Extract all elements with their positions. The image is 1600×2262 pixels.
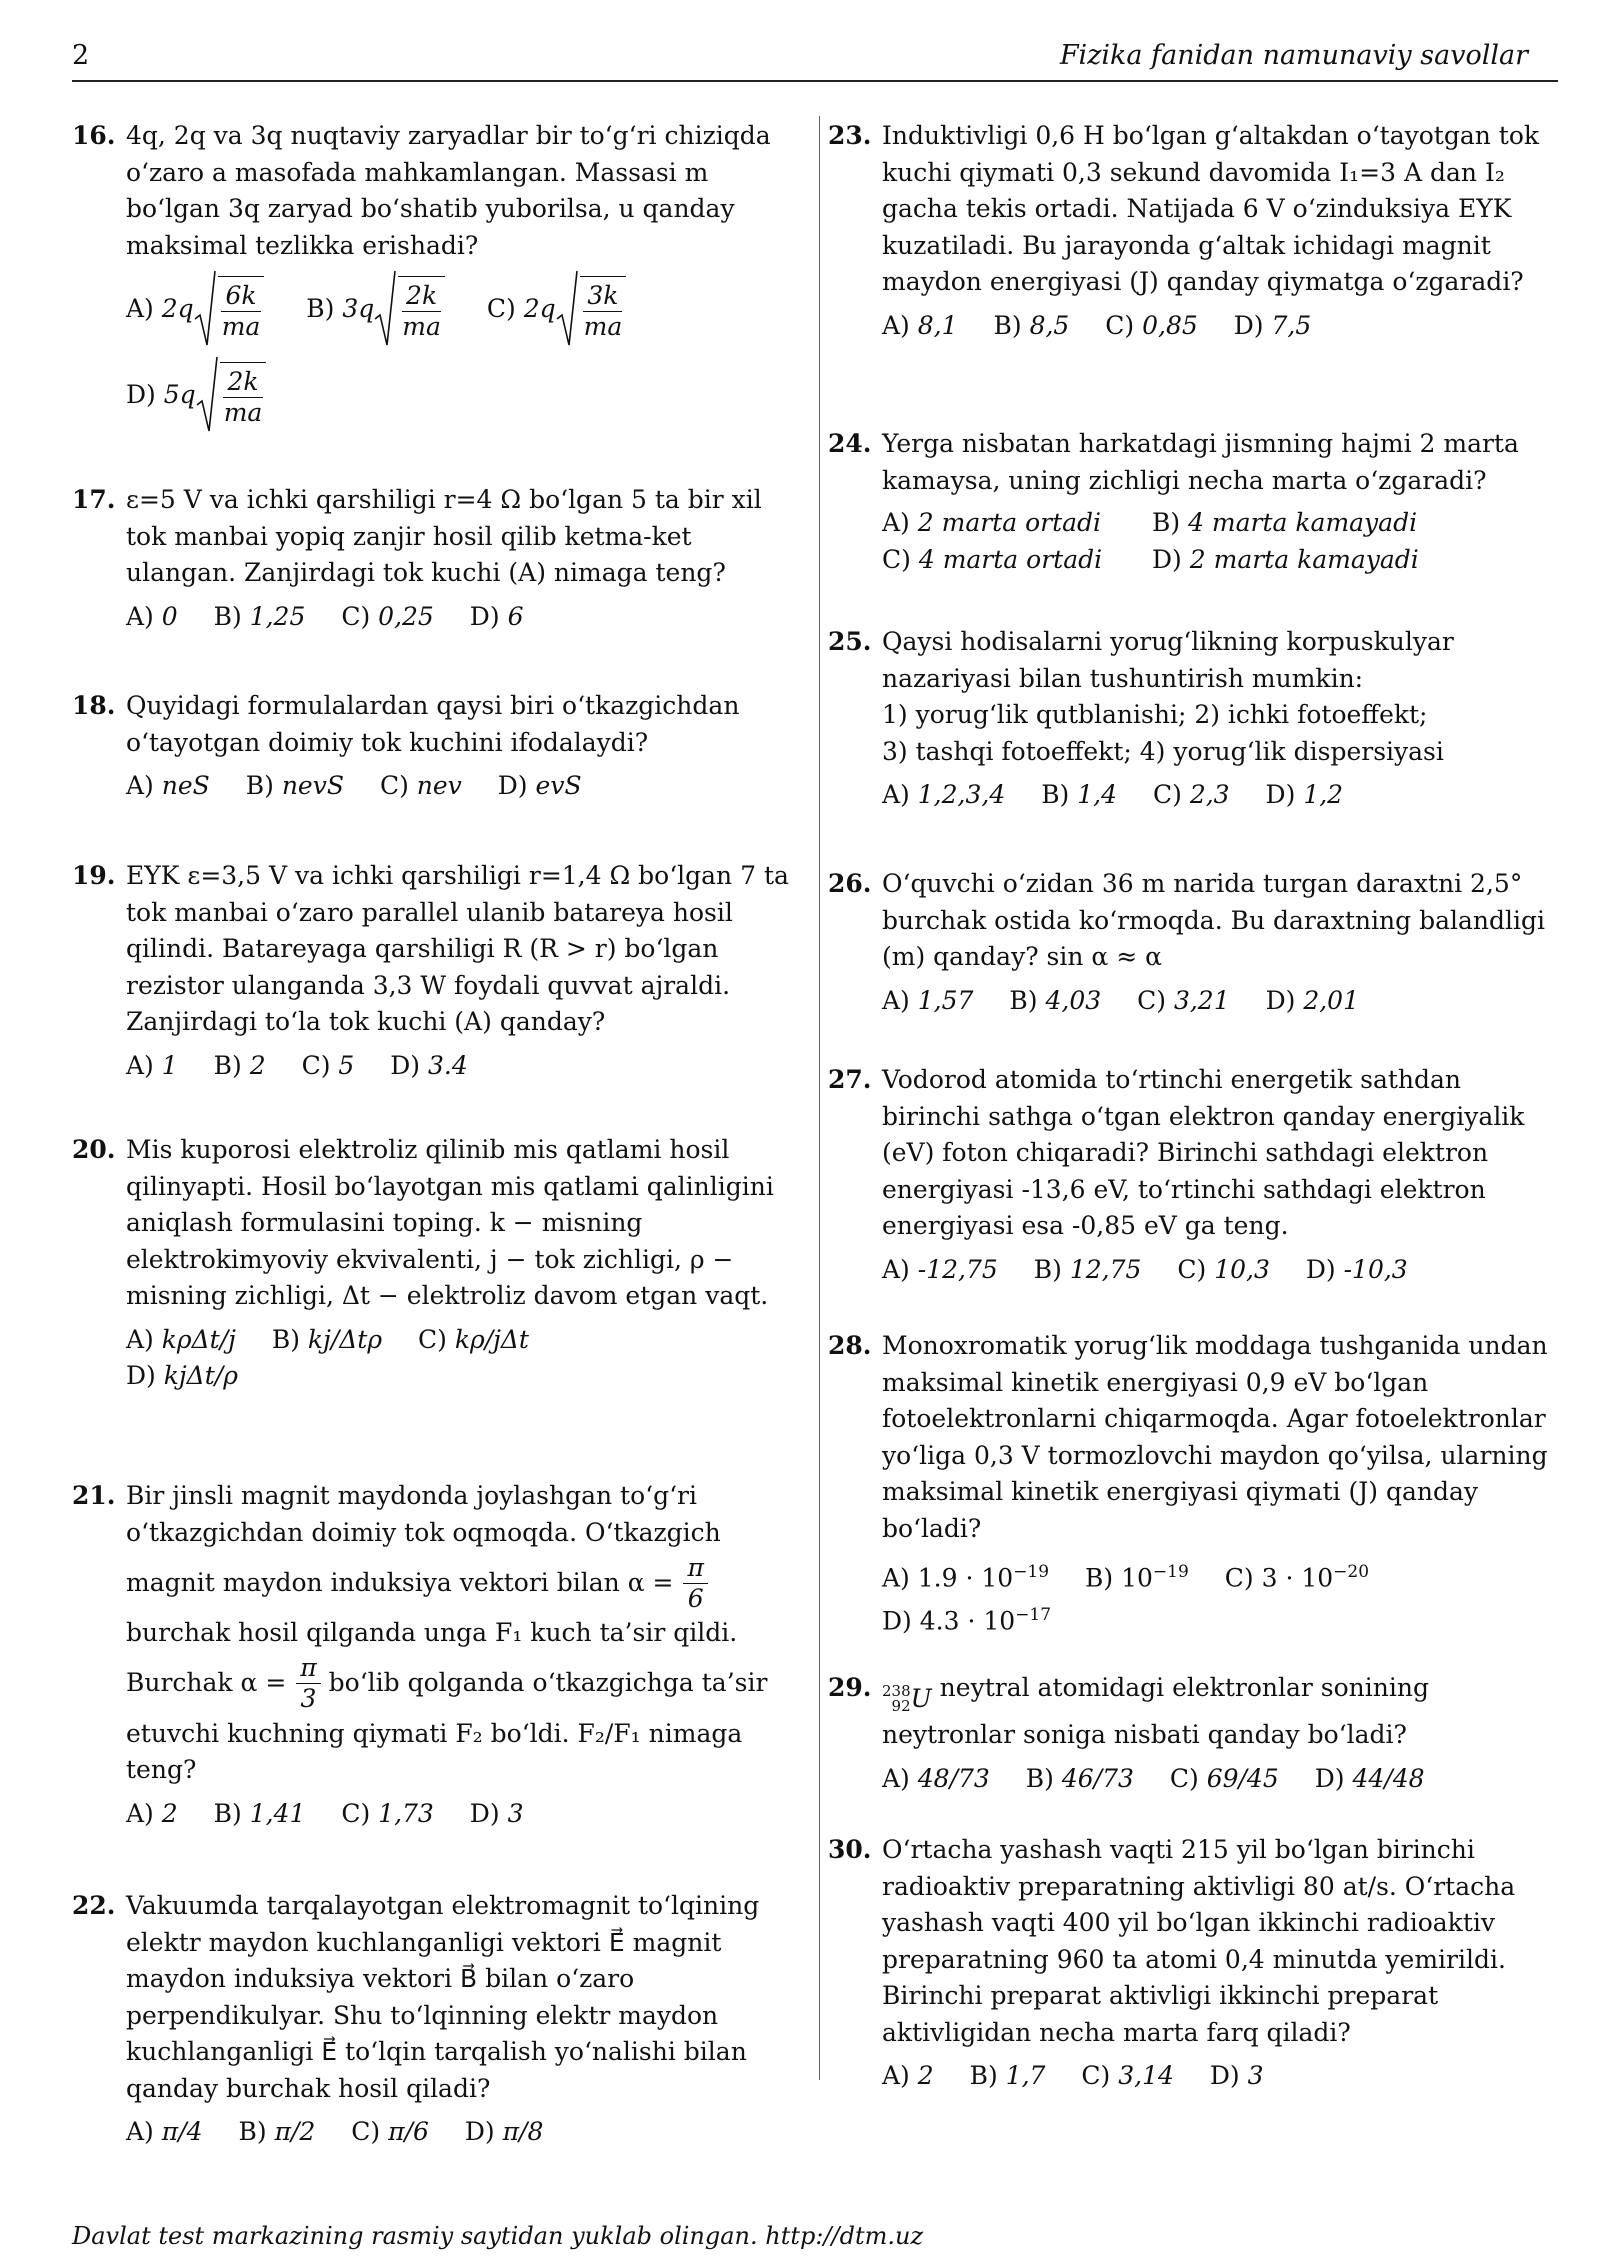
option-c[interactable]: C) 0,25 [341,601,434,631]
question-number: 25. [828,627,872,656]
answer-options [126,266,792,438]
option-a[interactable]: A) $1.9 \cdot 10^{-19}$ [882,1562,1050,1593]
question-number: 17. [72,485,116,514]
option-a[interactable]: A) π/4 [126,2117,203,2146]
option-a[interactable]: A) 1,57 [882,985,974,1015]
option-d[interactable]: D) 2 marta kamayadi [1152,544,1419,574]
question-30 [828,1832,1548,2095]
option-c[interactable]: C) 2,3 [1152,780,1230,809]
option-c[interactable]: C) π/6 [351,2117,429,2146]
question-text: ε=5 V va ichki qarshiligi r=4 Ω bo‘lgan 5 ta bir xil tok manbai yopiq zanjir hosil qilib ketma-ket ulangan. Zanjirdagi tok kuchi (A) nimaga teng? [126,485,762,587]
option-a[interactable]: A) neS [126,771,210,800]
option-c[interactable]: C) $3 \cdot 10^{-20}$ [1224,1562,1370,1593]
question-text: O‘quvchi o‘zidan 36 m narida turgan daraxtni 2,5° burchak ostida ko‘rmoqda. Bu daraxtning balandligi (m) qanday? sin α ≈ α [882,869,1545,971]
option-a[interactable]: A) 2 marta ortadi [882,508,1102,537]
page-number: 2 [72,40,90,71]
option-c[interactable]: C) nev [379,771,462,800]
option-b[interactable]: B) $10^{-19}$ [1085,1562,1189,1593]
sqrt-sign [374,269,445,349]
question-number: 20. [72,1135,116,1164]
option-d[interactable]: D) π/8 [464,2117,544,2146]
question-19 [72,858,792,1084]
option-d[interactable]: D) 3 [469,1798,524,1828]
answer-options [126,599,792,636]
question-text: Vodorod atomida to‘rtinchi energetik sathdan birinchi sathga o‘tgan elektron qanday energiyalik (eV) foton chiqaradi? Birinchi sathdagi elektron energiyasi -13,6 eV, to‘rtinchi sathdagi elektron energiyasi esa -0,85 eV ga teng. [882,1065,1525,1240]
option-d[interactable]: D) 5q $\frac{2k}{ma}$ [126,352,266,438]
question-text: 4q, 2q va 3q nuqtaviy zaryadlar bir to‘g‘ri chiziqda o‘zaro a masofada mahkamlangan. Massasi m bo‘lgan 3q zaryad bo‘shatib yuborilsa, u qanday maksimal tezlikka erishadi? [126,121,771,260]
option-a[interactable]: A) 48/73 [882,1763,990,1793]
option-d[interactable]: D) 7,5 [1233,310,1312,340]
question-29 [828,1670,1548,1797]
question-text: Bir jinsli magnit maydonda joylashgan to‘g‘ri o‘tkazgichdan doimiy tok oqmoqda. O‘tkazgich magnit maydon induksiya vektori bilan α = $\frac{\pi}{6}$ burchak hosil qilganda unga F₁ kuch ta’sir qildi. Burchak α = $\frac{\pi}{3}$ bo‘lib qolganda o‘tkazgichga ta’sir etuvchi kuchning qiymati F₂ bo‘ldi. F₂/F₁ nimaga teng? [126,1481,768,1784]
answer-options [882,2058,1548,2095]
question-18 [72,688,792,805]
answer-options [126,768,792,805]
sqrt-sign [556,269,627,349]
answer-options [126,1048,792,1085]
option-b[interactable]: B) 4,03 [1009,985,1102,1015]
question-text: Mis kuporosi elektroliz qilinib mis qatlami hosil qilinyapti. Hosil bo‘layotgan mis qatlami qalinligini aniqlash formulasini toping. k − misning elektrokimyoviy ekvivalenti, j − tok zichligi, ρ − misning zichligi, Δt − elektroliz davom etgan vaqt. [126,1135,774,1310]
option-b[interactable]: B) 2 [213,1050,266,1080]
question-24 [828,426,1548,578]
option-b[interactable]: B) 46/73 [1025,1763,1134,1793]
question-text: Monoxromatik yorug‘lik moddaga tushganida undan maksimal kinetik energiyasi 0,9 eV bo‘lgan fotoelektronlarni chiqarmoqda. Agar fotoelektronlar yo‘liga 0,3 V tormozlovchi maydon qo‘yilsa, ularning maksimal kinetik energiyasi qiymati (J) qanday bo‘ladi? [882,1331,1548,1543]
question-23 [828,118,1548,344]
option-b[interactable]: B) 1,41 [213,1798,306,1828]
question-number: 29. [828,1673,872,1702]
column-divider [819,116,820,2080]
option-a[interactable]: A) 2q $\frac{6k}{ma}$ [126,266,264,352]
option-b[interactable]: B) 1,25 [213,601,306,631]
option-b[interactable]: B) kj/Δtρ [271,1324,383,1354]
option-a[interactable]: A) -12,75 [882,1254,998,1284]
option-c[interactable]: C) 10,3 [1177,1254,1270,1284]
option-c[interactable]: C) 2q $\frac{3k}{ma}$ [487,266,626,352]
option-b[interactable]: B) 12,75 [1033,1254,1142,1284]
question-text: 238 92 U neytral atomidagi elektronlar sonining neytronlar soniga nisbati qanday bo‘ladi? [882,1673,1429,1750]
answer-options [882,505,1548,578]
question-text: O‘rtacha yashash vaqti 215 yil bo‘lgan birinchi radioaktiv preparatning aktivligi 80 at/s. O‘rtacha yashash vaqti 400 yil bo‘lgan ikkinchi radioaktiv preparatning 960 ta atomi 0,4 minutda yemirildi. Birinchi preparat aktivligi ikkinchi preparat aktivligidan necha marta farq qiladi? [882,1835,1516,2047]
question-number: 26. [828,869,872,898]
question-number: 19. [72,861,116,890]
option-a[interactable]: A) 1,2,3,4 [882,780,1006,809]
option-b[interactable]: B) nevS [245,771,344,800]
option-c[interactable]: C) 5 [301,1050,355,1080]
option-c[interactable]: C) kρ/jΔt [418,1324,529,1354]
question-25 [828,624,1548,814]
question-text: Quyidagi formulalardan qaysi biri o‘tkazgichdan o‘tayotgan doimiy tok kuchini ifodalaydi? [126,691,740,757]
fraction-pi-3: $\frac{\pi}{3}$ [296,1653,320,1714]
option-d[interactable]: D) kjΔt/ρ [126,1361,238,1390]
nuclide-symbol: 238 92 U [882,1682,932,1715]
option-c[interactable]: C) 0,85 [1105,310,1198,340]
question-16 [72,118,792,438]
question-number: 23. [828,121,872,150]
header-divider [72,80,1558,82]
fraction: $\frac{3k}{ma}$ [580,276,627,342]
option-b[interactable]: B) π/2 [238,2117,316,2146]
option-d[interactable]: D) evS [497,771,582,800]
option-b[interactable]: B) 1,7 [969,2061,1046,2090]
answer-options [882,1252,1548,1289]
fraction: $\frac{6k}{ma}$ [218,276,265,342]
option-d[interactable]: D) 6 [469,601,524,631]
question-text: Vakuumda tarqalayotgan elektromagnit to‘lqining elektr maydon kuchlanganligi vektori E⃗ magnit maydon induksiya vektori B⃗ bilan o‘zaro perpendikulyar. Shu to‘lqinning elektr maydon kuchlanganligi E⃗ to‘lqin tarqalish yo‘nalishi bilan qanday burchak hosil qiladi? [126,1891,760,2103]
question-text: EYK ε=3,5 V va ichki qarshiligi r=1,4 Ω bo‘lgan 7 ta tok manbai o‘zaro parallel ulanib batareya hosil qilindi. Batareyaga qarshiligi R (R > r) bo‘lgan rezistor ulanganda 3,3 W foydali quvvat ajraldi. Zanjirdagi to‘la tok kuchi (A) qanday? [126,861,789,1036]
option-c[interactable]: C) 4 marta ortadi [882,544,1103,574]
option-c[interactable]: C) 3,14 [1081,2061,1174,2090]
option-d[interactable]: D) 1,2 [1265,780,1344,809]
answer-options [882,1761,1548,1798]
question-28 [828,1328,1548,1640]
question-number: 18. [72,691,116,720]
answer-options [882,308,1548,345]
sqrt-sign [194,269,265,349]
option-a[interactable]: A) 0 [126,601,178,631]
answer-options [882,777,1548,814]
question-26 [828,866,1548,1019]
option-d[interactable]: D) 2,01 [1265,985,1359,1015]
question-text: Yerga nisbatan harkatdagi jismning hajmi 2 marta kamaysa, uning zichligi necha marta o‘zgaradi? [882,429,1519,495]
question-number: 30. [828,1835,872,1864]
option-d[interactable]: D) $4.3 \cdot 10^{-17}$ [882,1604,1052,1636]
question-27 [828,1062,1548,1288]
question-text: Induktivligi 0,6 H bo‘lgan g‘altakdan o‘tayotgan tok kuchi qiymati 0,3 sekund davomida I₁=3 A dan I₂ gacha tekis ortadi. Natijada 6 V o‘zinduksiya EYK kuzatiladi. Bu jarayonda g‘altak ichidagi magnit maydon energiyasi (J) qanday qiymatga o‘zgaradi? [882,121,1540,296]
answer-options [882,1554,1548,1640]
answer-options [126,1322,792,1395]
option-d[interactable]: D) 44/48 [1314,1763,1425,1793]
question-text: Qaysi hodisalarni yorug‘likning korpuskulyar nazariyasi bilan tushuntirish mumkin: 1) yorug‘lik qutblanishi; 2) ichki fotoeffekt; 3) tashqi fotoeffekt; 4) yorug‘lik dispersiyasi [882,627,1454,766]
option-a[interactable]: A) 1 [126,1050,178,1080]
sqrt-sign [196,355,267,435]
option-c[interactable]: C) 1,73 [341,1798,434,1828]
option-a[interactable]: A) 2 [126,1798,178,1828]
option-a[interactable]: A) kρΔt/j [126,1324,236,1354]
option-c[interactable]: C) 3,21 [1137,985,1230,1015]
page-header [72,40,1558,80]
question-number: 27. [828,1065,872,1094]
answer-options [126,1796,792,1833]
question-20 [72,1132,792,1395]
option-b[interactable]: B) 1,4 [1041,780,1118,809]
question-22 [72,1888,792,2151]
footer-source-note: Davlat test markazining rasmiy saytidan yuklab olingan. http://dtm.uz [72,2222,924,2250]
question-21 [72,1478,792,1832]
answer-options [126,2114,792,2151]
question-number: 28. [828,1331,872,1360]
option-c[interactable]: C) 69/45 [1169,1763,1279,1793]
option-b[interactable]: B) 4 marta kamayadi [1152,508,1418,537]
option-a[interactable]: A) 2 [882,2061,934,2090]
question-number: 21. [72,1481,116,1510]
answer-options [882,983,1548,1020]
running-title: Fizika fanidan namunaviy savollar [1059,40,1528,71]
question-number: 22. [72,1891,116,1920]
option-b[interactable]: B) 3q $\frac{2k}{ma}$ [306,266,445,352]
fraction: $\frac{2k}{ma}$ [220,362,267,428]
option-a[interactable]: A) 8,1 [882,310,958,340]
fraction: $\frac{2k}{ma}$ [398,276,445,342]
option-d[interactable]: D) 3.4 [390,1050,468,1080]
question-number: 16. [72,121,116,150]
option-d[interactable]: D) -10,3 [1305,1254,1408,1284]
option-b[interactable]: B) 8,5 [993,310,1070,340]
option-d[interactable]: D) 3 [1209,2061,1264,2090]
fraction-pi-6: $\frac{\pi}{6}$ [683,1553,707,1614]
question-number: 24. [828,429,872,458]
question-17 [72,482,792,635]
